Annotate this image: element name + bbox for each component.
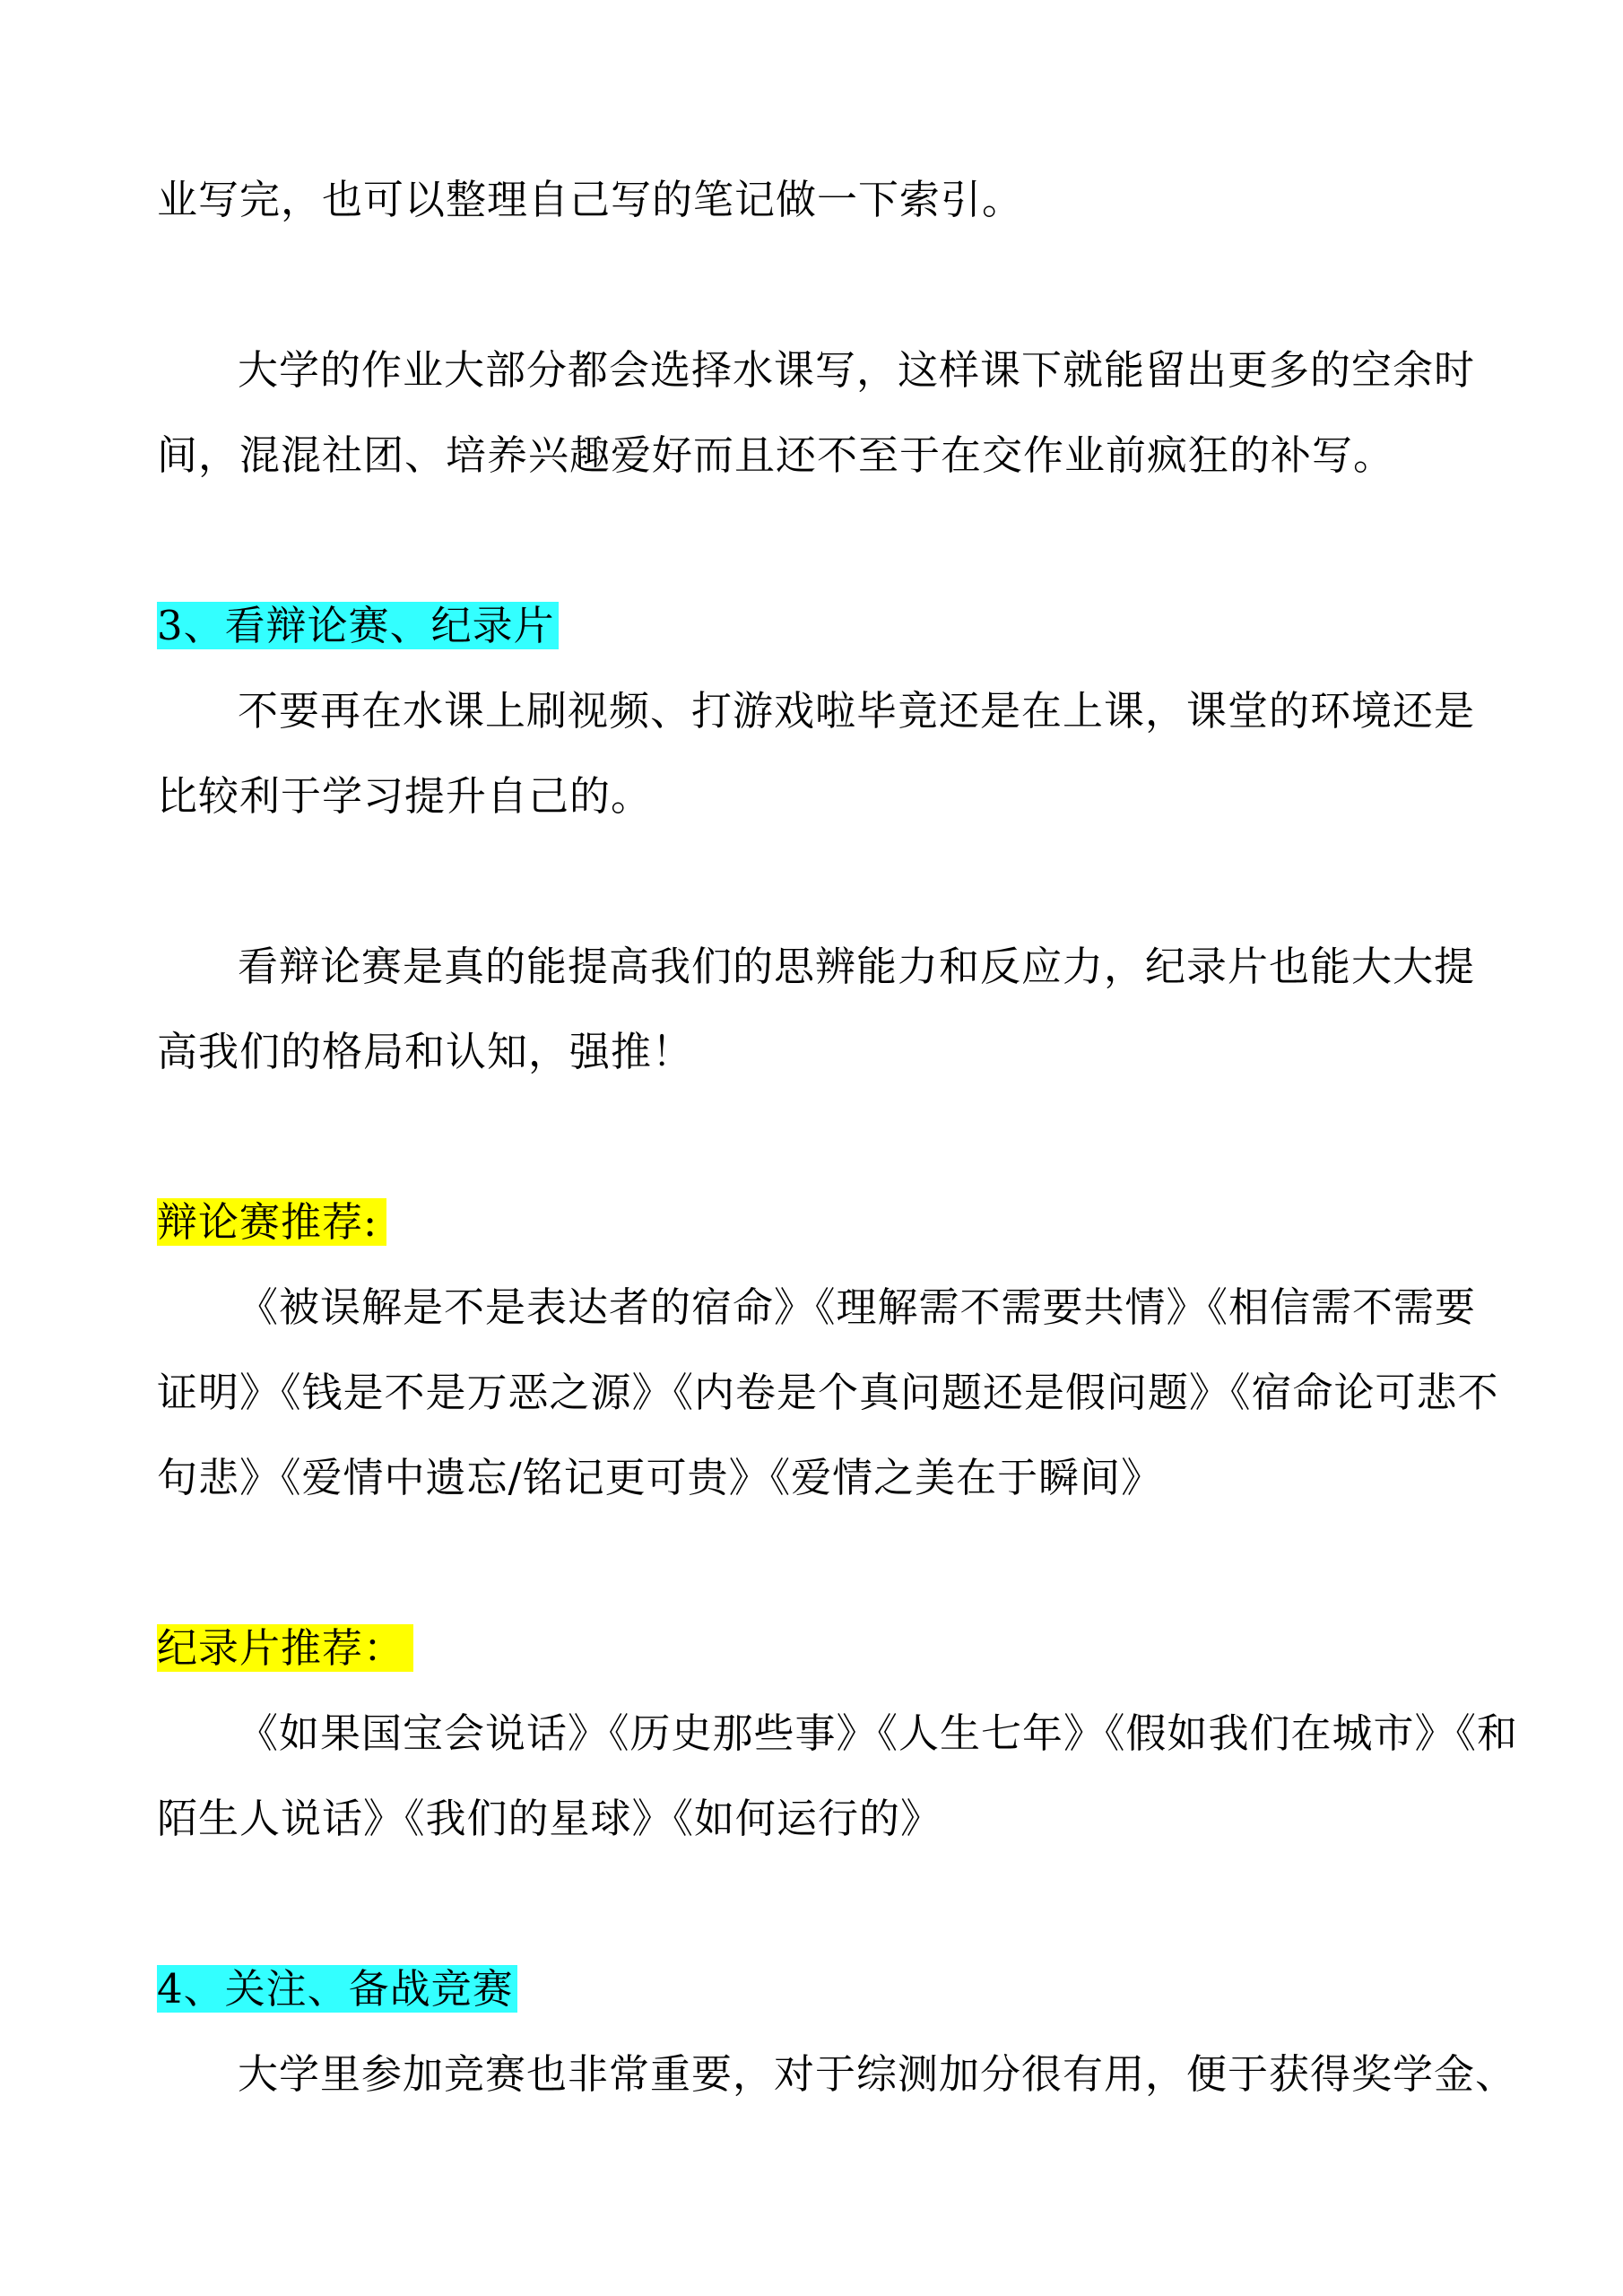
paragraph-line: 《被误解是不是表达者的宿命》《理解需不需要共情》《相信需不需要 — [238, 1283, 1477, 1331]
paragraph-line: 高我们的格局和认知，强推！ — [157, 1028, 694, 1075]
paragraph-line: 看辩论赛是真的能提高我们的思辨能力和反应力，纪录片也能大大提 — [238, 943, 1476, 990]
sub-heading-text: 辩论赛推荐: — [157, 1198, 386, 1246]
sub-heading-text: 纪录片推荐： — [157, 1624, 413, 1672]
paragraph-line: 《如果国宝会说话》《历史那些事》《人生七年》《假如我们在城市》《和 — [238, 1709, 1519, 1757]
paragraph-line: 不要再在水课上刷视频、打游戏啦毕竟还是在上课，课堂的环境还是 — [238, 687, 1476, 735]
paragraph-line: 大学里参加竞赛也非常重要，对于综测加分很有用，便于获得奖学金、 — [238, 2050, 1517, 2098]
section-heading — [157, 1962, 517, 2016]
paragraph-line: 间，混混社团、培养兴趣爱好而且还不至于在交作业前疯狂的补写。 — [157, 431, 1395, 479]
sub-heading — [157, 1196, 386, 1249]
paragraph-line: 证明》《钱是不是万恶之源》《内卷是个真问题还是假问题》《宿命论可悲不 — [157, 1369, 1499, 1416]
paragraph-line: 陌生人说话》《我们的星球》《如何运行的》 — [157, 1795, 942, 1842]
paragraph-line: 句悲》《爱情中遗忘/铭记更可贵》《爱情之美在于瞬间》 — [157, 1454, 1163, 1501]
paragraph-line: 大学的作业大部分都会选择水课写，这样课下就能留出更多的空余时 — [238, 346, 1476, 394]
section-heading-text: 3、看辩论赛、纪录片 — [157, 602, 559, 649]
sub-heading — [157, 1622, 413, 1675]
section-heading-text: 4、关注、备战竞赛 — [157, 1965, 517, 2013]
intro-line: 业写完，也可以整理自己写的笔记做一下索引。 — [157, 176, 1024, 223]
paragraph-line: 比较利于学习提升自己的。 — [157, 772, 653, 820]
section-heading — [157, 599, 559, 653]
